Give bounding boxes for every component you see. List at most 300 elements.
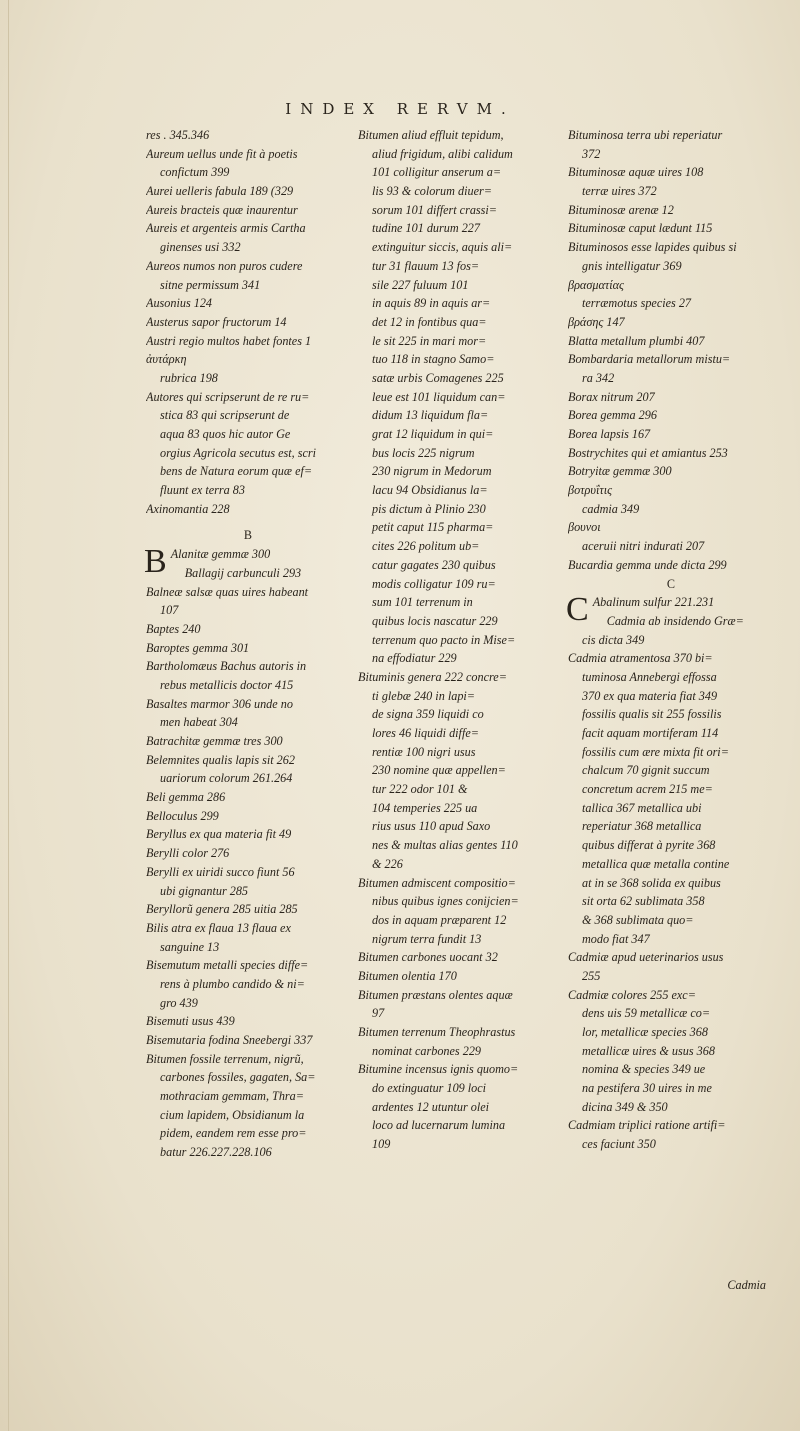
index-entry-text: na effodiatur 229: [372, 651, 457, 666]
index-entry-text: & 368 sublimata quo=: [582, 912, 694, 927]
index-entry-text: Bombardaria metallorum mistu=: [568, 352, 731, 367]
index-entry: [146, 332, 350, 351]
index-entry: [146, 882, 350, 901]
index-entry: [358, 444, 558, 463]
index-entry: [146, 807, 350, 826]
index-entry: [146, 219, 350, 238]
index-entry-text: sorum 101 differt crassi=: [372, 202, 498, 217]
index-entry-text: quibus differat à pyrite 368: [582, 838, 716, 853]
index-entry: [568, 238, 774, 257]
index-entry: [146, 732, 350, 751]
index-entry-text: sit orta 62 sublimata 358: [582, 894, 705, 909]
index-entry: [358, 219, 558, 238]
index-entry: [568, 799, 774, 818]
index-entry: [146, 294, 350, 313]
index-entry: [358, 518, 558, 537]
index-entry-text: fluunt ex terra 83: [160, 483, 245, 498]
index-entry-text: C: [666, 576, 676, 591]
index-entry: [568, 462, 774, 481]
index-entry-text: Cadmiæ colores 255 exc=: [568, 987, 696, 1002]
index-entry: [146, 994, 350, 1013]
index-entry: [358, 201, 558, 220]
index-entry-text: sanguine 13: [160, 939, 220, 954]
index-entry-text: Bituminis genera 222 concre=: [358, 669, 507, 684]
index-entry: [358, 986, 558, 1005]
index-entry: [358, 1023, 558, 1042]
index-entry: [568, 406, 774, 425]
index-entry: [593, 612, 774, 631]
index-entry: [146, 788, 350, 807]
index-entry-text: Batrachitæ gemmæ tres 300: [146, 734, 283, 748]
index-entry-text: ardentes 12 utuntur olei: [372, 1099, 490, 1114]
index-entry: [358, 817, 558, 836]
index-entry-text: B: [243, 528, 253, 543]
index-entry: [146, 163, 350, 182]
index-entry-text: Abalinum sulfur 221.231: [592, 595, 715, 610]
index-entry: [358, 462, 558, 481]
index-entry: [358, 668, 558, 687]
index-entry: [146, 601, 350, 620]
index-entry: [358, 406, 558, 425]
index-entry-text: Beli gemma 286: [146, 790, 226, 805]
drop-capital: B: [144, 543, 167, 581]
index-entry: [146, 462, 350, 481]
index-entry: [358, 425, 558, 444]
index-entry: [146, 1106, 350, 1125]
index-entry: [358, 500, 558, 519]
index-entry-text: βοτρυΐτις: [568, 483, 613, 498]
index-column-1: [146, 126, 350, 1162]
index-entry-text: pidem, eandem rem esse pro=: [160, 1126, 307, 1141]
index-entry: [568, 836, 774, 855]
index-entry-text: Borea lapsis 167: [568, 427, 651, 441]
index-entry-text: cium lapidem, Obsidianum la: [160, 1107, 305, 1122]
index-entry: [358, 556, 558, 575]
index-entry: [568, 743, 774, 762]
index-entry: [358, 1079, 558, 1098]
index-entry-text: nes & multas alias gentes 110: [372, 838, 518, 853]
index-entry-text: mothraciam gemmam, Thra=: [160, 1089, 304, 1104]
index-entry-text: ces faciunt 350: [582, 1137, 656, 1152]
index-entry-text: tuo 118 in stagno Samo=: [372, 352, 495, 367]
index-entry: [358, 145, 558, 164]
index-entry-text: βουνοι: [568, 520, 601, 535]
index-entry: [146, 900, 350, 919]
index-entry: [146, 938, 350, 957]
index-entry-text: catur gagates 230 quibus: [372, 557, 496, 572]
index-entry-text: aceruii nitri indurati 207: [582, 539, 705, 554]
index-entry: [146, 676, 350, 695]
index-entry: [568, 1098, 774, 1117]
index-entry: [146, 956, 350, 975]
index-entry-text: ginenses usi 332: [160, 240, 241, 255]
index-entry-text: cadmia 349: [582, 501, 640, 516]
index-entry-text: fossilis qualis sit 255 fossilis: [582, 707, 722, 722]
index-entry: [568, 219, 774, 238]
index-entry: [568, 1135, 774, 1154]
index-entry: [358, 612, 558, 631]
catchword: Cadmia: [727, 1278, 766, 1292]
index-entry-text: loco ad lucernarum lumina: [372, 1118, 506, 1133]
index-entry-text: Alanitæ gemmæ 300: [170, 547, 271, 562]
index-entry-text: Autores qui scripserunt de re ru=: [146, 389, 310, 404]
index-entry: [358, 313, 558, 332]
index-entry: [358, 967, 558, 986]
index-entry-text: 255: [582, 968, 601, 983]
index-entry: [568, 201, 774, 220]
index-entry-text: Bituminosa terra ubi reperiatur: [568, 128, 723, 142]
index-entry: [568, 892, 774, 911]
index-entry: [358, 743, 558, 762]
index-entry: [358, 874, 558, 893]
index-entry-text: sitne permissum 341: [160, 277, 261, 292]
index-entry: [358, 836, 558, 855]
index-entry-text: Aureis bracteis quæ inaurentur: [146, 202, 298, 217]
running-head: INDEX RERVM.: [285, 100, 515, 118]
index-entry-text: quibus locis nascatur 229: [372, 613, 498, 628]
index-entry: [358, 892, 558, 911]
index-entry-text: bens de Natura eorum quæ ef=: [160, 464, 313, 479]
index-entry: [568, 817, 774, 836]
index-entry-text: tur 31 flauum 13 fos=: [372, 258, 480, 273]
index-entry: [358, 276, 558, 295]
index-entry-text: concretum acrem 215 me=: [582, 782, 713, 797]
index-entry-text: extinguitur siccis, aquis ali=: [372, 240, 513, 255]
index-entry-text: stica 83 qui scripserunt de: [160, 408, 290, 423]
index-entry: [358, 1116, 558, 1135]
index-entry-text: Bisemutaria fodina Sneebergi 337: [146, 1033, 313, 1047]
index-entry: [146, 182, 350, 201]
index-entry: [358, 593, 558, 612]
index-entry-text: cites 226 politum ub=: [372, 539, 480, 554]
index-entry: [146, 1124, 350, 1143]
index-entry: [146, 313, 350, 332]
index-entry-text: rubrica 198: [160, 370, 218, 385]
index-entry-text: in aquis 89 in aquis ar=: [372, 296, 491, 311]
index-entry: [358, 724, 558, 743]
index-entry-text: 109: [372, 1137, 391, 1152]
index-entry-text: Axinomantia 228: [146, 501, 230, 516]
index-entry: [568, 425, 774, 444]
index-entry-text: rentiæ 100 nigri usus: [372, 744, 476, 759]
index-entry: [568, 874, 774, 893]
index-entry-text: nigrum terra fundit 13: [372, 931, 482, 946]
index-entry: [358, 369, 558, 388]
index-entry: [568, 537, 774, 556]
index-entry: [568, 724, 774, 743]
index-entry: [568, 332, 774, 351]
index-entry: [358, 537, 558, 556]
index-entry: [358, 649, 558, 668]
index-entry: [146, 126, 350, 145]
index-entry: [568, 257, 774, 276]
index-entry-text: Bitumen carbones uocant 32: [358, 950, 498, 965]
index-entry: [146, 238, 350, 257]
index-entry: [568, 911, 774, 930]
index-entry: [358, 780, 558, 799]
index-entry-text: modo fiat 347: [582, 931, 650, 946]
index-entry: [358, 182, 558, 201]
index-entry-text: 101 colligitur anserum a=: [372, 165, 502, 180]
index-entry: [358, 631, 558, 650]
index-entry-text: det 12 in fontibus qua=: [372, 314, 487, 329]
index-entry-text: βράσης 147: [568, 314, 625, 329]
index-entry-text: res . 345.346: [146, 128, 210, 142]
index-entry-text: Bitumen aliud effluit tepidum,: [358, 128, 504, 142]
index-entry-text: Borax nitrum 207: [568, 389, 655, 404]
index-entry-text: metallicæ uires & usus 368: [582, 1043, 715, 1058]
index-entry-text: 104 temperies 225 ua: [372, 800, 478, 815]
index-entry-text: Ausonius 124: [146, 296, 213, 311]
index-entry-text: Beryllus ex qua materia fit 49: [146, 827, 292, 842]
index-entry: [146, 500, 350, 519]
index-entry-text: grat 12 liquidum in qui=: [372, 427, 494, 441]
index-entry: [146, 919, 350, 938]
index-entry-text: 107: [160, 603, 179, 618]
index-entry-text: rius usus 110 apud Saxo: [372, 819, 491, 834]
index-entry: [358, 761, 558, 780]
index-entry-text: Blatta metallum plumbi 407: [568, 333, 705, 348]
index-entry: [568, 948, 774, 967]
index-entry: [146, 145, 350, 164]
index-entry: [358, 687, 558, 706]
index-entry: [358, 126, 558, 145]
index-entry-text: & 226: [372, 856, 403, 871]
index-entry-text: Bituminosæ aquæ uires 108: [568, 165, 704, 180]
page-edge: [8, 0, 9, 1431]
index-entry-text: Baptes 240: [146, 621, 201, 636]
index-entry-text: Aureis et argenteis armis Cartha: [146, 221, 306, 236]
index-entry: [146, 975, 350, 994]
index-entry: [358, 163, 558, 182]
index-entry-text: ti glebæ 240 in lapi=: [372, 688, 476, 703]
index-entry-text: gro 439: [160, 995, 198, 1010]
index-entry-text: metallica quæ metalla contine: [582, 856, 730, 871]
index-entry: [568, 350, 774, 369]
index-entry: [568, 126, 774, 145]
index-entry-text: orgius Agricola secutus est, scri: [160, 445, 317, 460]
index-entry-text: terræ uires 372: [582, 184, 657, 199]
index-entry-text: Bucardia gemma unde dicta 299: [568, 557, 727, 572]
index-entry-text: terrenum quo pacto in Mise=: [372, 632, 516, 647]
index-entry: [568, 761, 774, 780]
index-entry: [146, 1031, 350, 1050]
index-entry: [568, 967, 774, 986]
index-entry-text: sile 227 fuluum 101: [372, 277, 469, 292]
index-entry-text: Botryitæ gemmæ 300: [568, 464, 672, 479]
index-entry: [358, 481, 558, 500]
index-entry-text: confictum 399: [160, 165, 230, 180]
index-entry-text: aqua 83 quos hic autor Ge: [160, 427, 291, 441]
index-entry: [146, 518, 350, 526]
index-entry-text: ra 342: [582, 370, 615, 385]
index-entry-text: de signa 359 liquidi co: [372, 707, 484, 722]
index-entry: [568, 930, 774, 949]
index-entry-text: Bitumen fossile terrenum, nigrũ,: [146, 1051, 304, 1066]
index-entry: [146, 844, 350, 863]
index-entry: [568, 1004, 774, 1023]
index-entry-text: ἀυτάρκη: [146, 352, 187, 367]
index-entry-text: Aurei uelleris fabula 189 (329: [146, 184, 294, 199]
index-entry-text: Belemnites qualis lapis sit 262: [146, 752, 295, 767]
index-entry-text: Bituminosos esse lapides quibus si: [568, 240, 737, 255]
index-entry: [146, 1068, 350, 1087]
index-entry: [568, 649, 774, 668]
index-entry-text: Bituminosæ arenæ 12: [568, 202, 674, 217]
index-entry: [146, 639, 350, 658]
index-entry: [146, 276, 350, 295]
index-entry: [358, 911, 558, 930]
index-entry: [146, 257, 350, 276]
index-entry: [146, 1012, 350, 1031]
index-entry-text: lacu 94 Obsidianus la=: [372, 483, 488, 498]
index-entry: [146, 1050, 350, 1069]
index-entry-text: Bisemuti usus 439: [146, 1014, 235, 1029]
index-entry-text: facit aquam mortiferam 114: [582, 726, 719, 740]
index-entry-text: Ballagij carbunculi 293: [184, 565, 302, 580]
index-entry-text: Baroptes gemma 301: [146, 640, 250, 655]
index-entry: [358, 1098, 558, 1117]
index-entry-text: leue est 101 liquidum can=: [372, 389, 506, 404]
index-entry-text: Bisemutum metalli species diffe=: [146, 958, 309, 973]
index-entry-text: Aureos numos non puros cudere: [146, 258, 303, 273]
index-entry: [568, 1060, 774, 1079]
index-entry-text: 370 ex qua materia fiat 349: [582, 688, 718, 703]
index-entry-text: Austerus sapor fructorum 14: [146, 314, 287, 329]
index-entry: [568, 780, 774, 799]
index-entry: [146, 713, 350, 732]
index-entry: [568, 388, 774, 407]
index-entry: [358, 1135, 558, 1154]
index-entry: [568, 500, 774, 519]
index-entry-text: dos in aquam præparent 12: [372, 912, 507, 927]
index-entry: [358, 1060, 558, 1079]
index-entry: [568, 556, 774, 575]
index-entry-text: Cadmiæ apud ueterinarios usus: [568, 950, 724, 965]
index-entry: [146, 695, 350, 714]
index-entry-text: do extinguatur 109 loci: [372, 1081, 487, 1096]
index-entry-text: βρασματίας: [568, 277, 624, 292]
index-entry-text: Bilis atra ex flaua 13 flaua ex: [146, 920, 291, 935]
index-entry-text: na pestifera 30 uires in me: [582, 1081, 712, 1096]
index-entry-text: cis dicta 349: [582, 632, 645, 647]
index-column-2: [358, 126, 558, 1154]
index-entry-text: Balneæ salsæ quas uires habeant: [146, 584, 309, 599]
index-entry-text: Austri regio multos habet fontes 1: [146, 333, 312, 348]
index-entry: [568, 986, 774, 1005]
index-entry-text: Bitumen terrenum Theophrastus: [358, 1025, 516, 1039]
index-entry-text: Cadmia atramentosa 370 bi=: [568, 651, 713, 666]
index-entry-text: Borea gemma 296: [568, 408, 657, 423]
index-entry: [358, 948, 558, 967]
index-entry-text: tallica 367 metallica ubi: [582, 800, 702, 815]
index-entry-text: aliud frigidum, alibi calidum: [372, 146, 513, 161]
index-entry: [358, 388, 558, 407]
index-entry: [568, 1042, 774, 1061]
index-entry: [358, 705, 558, 724]
index-entry: [146, 201, 350, 220]
index-entry-text: batur 226.227.228.106: [160, 1145, 272, 1160]
index-entry-text: rebus metallicis doctor 415: [160, 677, 294, 692]
index-entry-text: nomina & species 349 ue: [582, 1062, 706, 1077]
index-entry: [358, 294, 558, 313]
index-entry-text: 372: [582, 146, 601, 161]
index-entry: [568, 575, 774, 594]
index-entry-text: Basaltes marmor 306 unde no: [146, 696, 293, 711]
index-entry: [146, 583, 350, 602]
index-entry-text: sum 101 terrenum in: [372, 595, 473, 610]
index-entry-text: rens à plumbo candido & ni=: [160, 976, 305, 991]
index-entry: [568, 369, 774, 388]
index-entry-text: Belloculus 299: [146, 808, 219, 823]
index-entry-text: Beryllorũ genera 285 uitia 285: [146, 902, 298, 917]
index-entry: [568, 1023, 774, 1042]
index-entry: [568, 444, 774, 463]
index-entry-text: 230 nomine quæ appellen=: [372, 763, 506, 778]
index-entry-text: le sit 225 in mari mor=: [372, 333, 487, 348]
index-entry: [146, 406, 350, 425]
index-entry-text: Bartholomæus Bachus autoris in: [146, 659, 307, 674]
index-entry: [358, 930, 558, 949]
index-entry: [568, 687, 774, 706]
index-entry: [568, 182, 774, 201]
index-entry: [568, 518, 774, 537]
index-entry-text: tur 222 odor 101 &: [372, 782, 468, 797]
index-entry: [146, 526, 350, 545]
index-entry: [146, 769, 350, 788]
index-entry: [146, 369, 350, 388]
index-entry-text: dicina 349 & 350: [582, 1099, 668, 1114]
index-entry: [568, 276, 774, 295]
index-entry: [358, 238, 558, 257]
index-entry: [146, 657, 350, 676]
index-entry-text: modis colligatur 109 ru=: [372, 576, 496, 591]
index-entry: [146, 620, 350, 639]
index-entry-text: tudine 101 durum 227: [372, 221, 480, 236]
index-entry: [568, 855, 774, 874]
index-entry-text: uariorum colorum 261.264: [160, 771, 293, 786]
index-entry-text: gnis intelligatur 369: [582, 258, 682, 273]
index-entry: [568, 145, 774, 164]
index-entry-text: Bitumine incensus ignis quomo=: [358, 1062, 519, 1077]
index-entry: [568, 163, 774, 182]
index-entry: [146, 350, 350, 369]
index-entry-text: Bituminosæ caput lædunt 115: [568, 221, 713, 236]
index-entry-text: Bostrychites qui et amiantus 253: [568, 445, 728, 460]
index-entry-text: ubi gignantur 285: [160, 883, 249, 898]
index-entry-text: didum 13 liquidum fla=: [372, 408, 489, 423]
index-entry-text: pis dictum à Plinio 230: [372, 501, 486, 516]
index-entry-text: 230 nigrum in Medorum: [372, 464, 492, 479]
index-entry-text: terræmotus species 27: [582, 296, 692, 311]
index-entry-text: tuminosa Annebergi effossa: [582, 669, 717, 684]
index-entry: [358, 575, 558, 594]
index-entry: [568, 1079, 774, 1098]
index-entry-text: Cadmiam triplici ratione artifi=: [568, 1118, 726, 1133]
index-entry: [146, 825, 350, 844]
index-entry: [146, 444, 350, 463]
index-entry: [358, 1042, 558, 1061]
drop-capital: C: [566, 591, 589, 629]
index-column-3: [568, 126, 774, 1154]
index-entry-text: carbones fossiles, gagaten, Sa=: [160, 1070, 316, 1085]
index-entry-text: bus locis 225 nigrum: [372, 445, 475, 460]
index-entry: [568, 705, 774, 724]
index-entry-text: petit caput 115 pharma=: [372, 520, 494, 535]
index-entry: [358, 1004, 558, 1023]
index-entry-text: at in se 368 solida ex quibus: [582, 875, 721, 890]
index-entry: [146, 481, 350, 500]
